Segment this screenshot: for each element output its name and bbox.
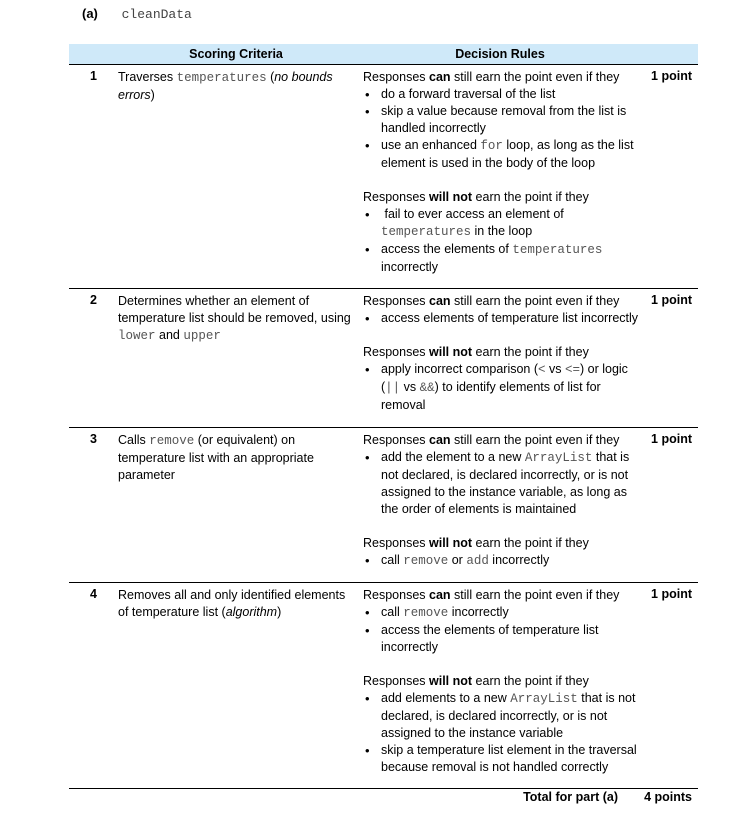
list-item: • apply incorrect comparison (< vs <=) or logic (|| vs &&) to identify elements of list for removal <box>381 361 639 414</box>
list-item: • add the element to a new ArrayList that is not declared, is declared incorrectly, or is not assigned to the instance variable, as long as the order of elements is maintained <box>381 449 639 518</box>
total-row <box>69 790 698 804</box>
list-item: • call remove incorrectly <box>381 604 639 622</box>
will-not-intro: Responses will not earn the point if they <box>363 345 589 359</box>
can-intro: Responses can still earn the point even if they <box>363 588 620 602</box>
will-not-intro: Responses will not earn the point if they <box>363 536 589 550</box>
scoring-criterion: Calls remove (or equivalent) on temperature list with an appropriate parameter <box>118 433 314 482</box>
list-item: • skip a temperature list element in the traversal because removal is not handled correctly <box>381 742 639 776</box>
scoring-criterion: Determines whether an element of temperature list should be removed, using lower and upper <box>118 294 351 343</box>
method-name: cleanData <box>121 7 192 22</box>
can-list <box>363 449 639 518</box>
can-intro: Responses can still earn the point even if they <box>363 294 620 308</box>
header-scoring-criteria: Scoring Criteria <box>189 47 283 61</box>
header-decision-rules: Decision Rules <box>455 47 545 61</box>
list-item: • access the elements of temperature list incorrectly <box>381 622 639 656</box>
table-row <box>69 428 698 583</box>
table-header <box>69 44 698 65</box>
will-not-list <box>363 206 639 276</box>
will-not-intro: Responses will not earn the point if they <box>363 674 589 688</box>
list-item: • access elements of temperature list incorrectly <box>381 310 639 327</box>
will-not-list <box>363 690 639 776</box>
can-list <box>363 310 639 327</box>
scoring-criterion: Traverses temperatures (no bounds errors) <box>118 70 333 102</box>
list-item: • fail to ever access an element of temperatures in the loop <box>381 206 639 241</box>
scoring-table <box>69 44 698 789</box>
decision-rules <box>363 289 639 427</box>
row-number: 2 <box>90 293 97 307</box>
will-not-intro: Responses will not earn the point if they <box>363 190 589 204</box>
will-not-list <box>363 361 639 414</box>
list-item: • use an enhanced for loop, as long as the list element is used in the body of the loop <box>381 137 639 172</box>
scoring-criterion: Removes all and only identified elements of temperature list (algorithm) <box>118 588 346 619</box>
list-item: • do a forward traversal of the list <box>381 86 639 103</box>
row-number: 3 <box>90 432 97 446</box>
can-list <box>363 604 639 656</box>
can-list <box>363 86 639 172</box>
row-number: 4 <box>90 587 97 601</box>
table-row <box>69 583 698 789</box>
list-item: • access the elements of temperatures incorrectly <box>381 241 639 276</box>
points-value: 1 point <box>651 432 692 446</box>
list-item: • add elements to a new ArrayList that is not declared, is declared incorrectly, or is not assigned to the instance variable <box>381 690 639 742</box>
will-not-list <box>363 552 639 570</box>
points-value: 1 point <box>651 69 692 83</box>
decision-rules <box>363 65 639 288</box>
can-intro: Responses can still earn the point even if they <box>363 70 620 84</box>
code-temperatures: temperatures <box>176 71 267 85</box>
total-value: 4 points <box>644 790 692 804</box>
part-heading <box>82 6 192 22</box>
table-row <box>69 289 698 428</box>
list-item: • skip a value because removal from the list is handled incorrectly <box>381 103 639 137</box>
decision-rules <box>363 428 639 582</box>
points-value: 1 point <box>651 293 692 307</box>
can-intro: Responses can still earn the point even if they <box>363 433 620 447</box>
points-value: 1 point <box>651 587 692 601</box>
list-item: • call remove or add incorrectly <box>381 552 639 570</box>
row-number: 1 <box>90 69 97 83</box>
decision-rules <box>363 583 639 788</box>
part-label: (a) <box>82 6 98 21</box>
total-label: Total for part (a) <box>523 790 618 804</box>
table-row <box>69 65 698 289</box>
